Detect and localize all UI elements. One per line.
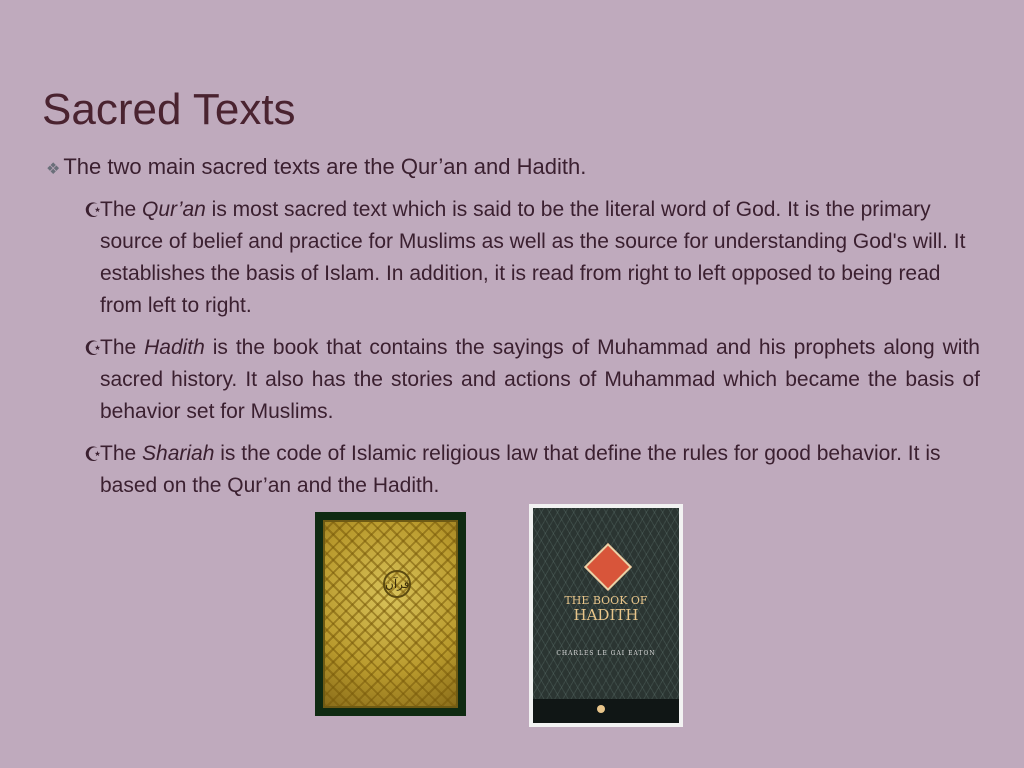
- crescent-star-icon: ☪: [84, 442, 102, 466]
- hadith-cover-pattern: [533, 508, 679, 723]
- quran-cover-image: [315, 512, 466, 716]
- sub-bullet-text: The Shariah is the code of Islamic religious law that define the rules for good behavior. It is based on the Qur’an and the Hadith.: [100, 442, 941, 497]
- term-quran: Qur’an: [142, 198, 206, 221]
- crescent-star-icon: ☪: [84, 336, 102, 360]
- hadith-cover-footer: [533, 699, 679, 723]
- sub-bullet-text: The Hadith is the book that contains the sayings of Muhammad and his prophets along with sacred history. It also has the stories and actions of Muhammad which became the basis of behavior set for Muslims.: [100, 336, 980, 423]
- sub-bullet-quran: [84, 194, 980, 322]
- publisher-seal-icon: [597, 705, 605, 713]
- quran-cover-pattern: [323, 520, 458, 708]
- main-bullet: [46, 152, 586, 185]
- calligraphy-diamond-icon: [584, 543, 632, 591]
- quran-medallion: قرآن: [383, 570, 411, 598]
- sub-bullet-shariah: [84, 438, 980, 502]
- slide-title: Sacred Texts: [42, 85, 296, 134]
- term-shariah: Shariah: [142, 442, 215, 465]
- diamond-bullet-icon: ❖: [46, 161, 61, 178]
- sub-bullet-hadith: [84, 332, 980, 428]
- hadith-book-author: CHARLES LE GAI EATON: [556, 650, 656, 657]
- sub-bullet-text: The Qur’an is most sacred text which is said to be the literal word of God. It is the primary source of belief and practice for Muslims as well as the source for understanding God's will. It establishes the basis of Islam. In addition, it is read from right to left opposed to being read from left to right.: [100, 198, 966, 317]
- main-bullet-text: The two main sacred texts are the Qur’an and Hadith.: [63, 154, 587, 179]
- hadith-book-title: THE BOOK OF HADITH: [564, 594, 648, 624]
- term-hadith: Hadith: [144, 336, 205, 359]
- crescent-star-icon: ☪: [84, 198, 102, 222]
- hadith-cover-image: [529, 504, 683, 727]
